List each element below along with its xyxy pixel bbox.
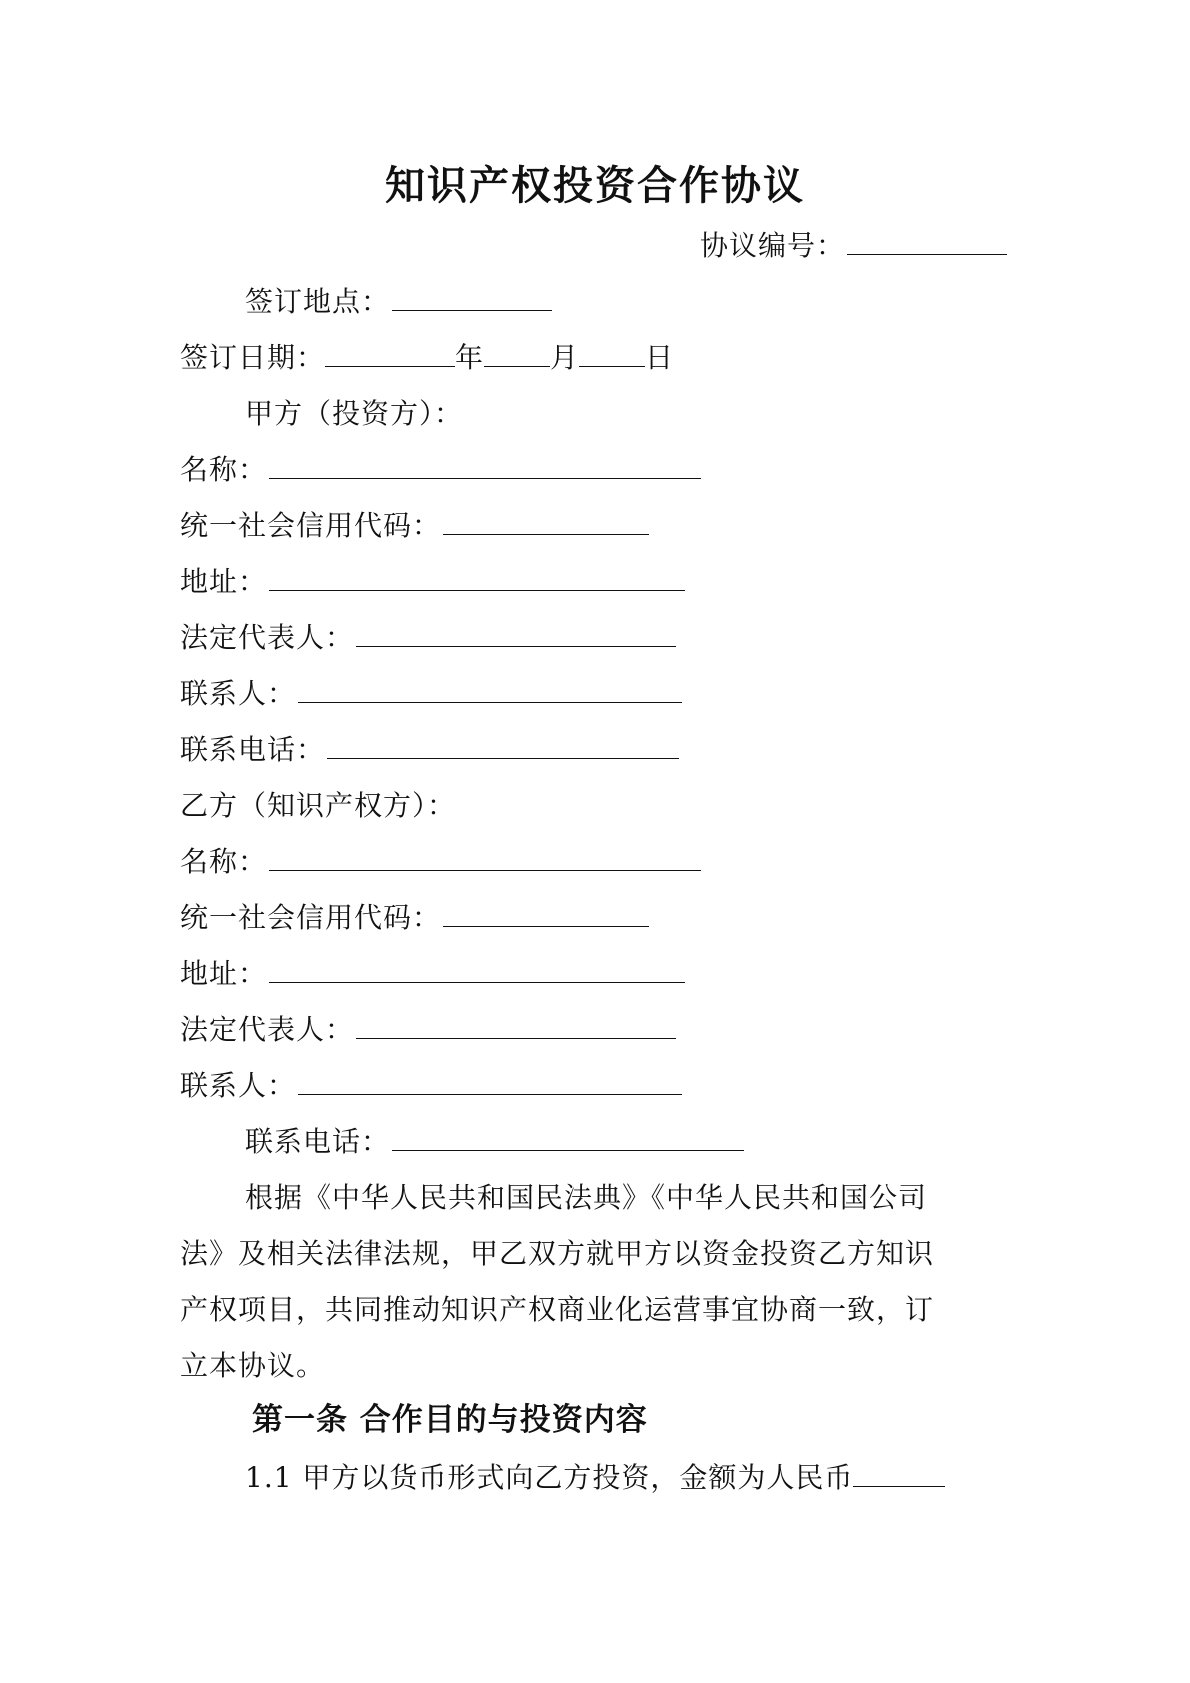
- party-a-phone-blank: [327, 732, 679, 759]
- party-a-credit-code-blank: [443, 508, 649, 535]
- party-b-phone-blank: [392, 1124, 744, 1151]
- sign-place-row: [245, 284, 552, 320]
- party-a-credit-code-label: 统一社会信用代码：: [180, 509, 442, 542]
- agreement-number-blank: [847, 228, 1007, 255]
- party-a-address-row: [180, 564, 685, 600]
- party-b-name-row: [180, 844, 701, 880]
- party-a-credit-code-row: [180, 508, 649, 544]
- investment-amount-blank: [853, 1460, 945, 1487]
- party-b-phone-row: [245, 1124, 744, 1160]
- party-a-address-label: 地址：: [180, 565, 268, 598]
- party-a-contact-label: 联系人：: [180, 677, 297, 710]
- party-a-legal-rep-blank: [356, 620, 676, 647]
- party-b-name-label: 名称：: [180, 845, 268, 878]
- party-b-phone-label: 联系电话：: [245, 1125, 391, 1158]
- clause-1-1-row: [245, 1460, 945, 1496]
- party-b-credit-code-label: 统一社会信用代码：: [180, 901, 442, 934]
- preamble-line-4: 立本协议。: [180, 1349, 326, 1382]
- party-a-legal-rep-row: [180, 620, 676, 656]
- party-b-credit-code-blank: [443, 900, 649, 927]
- year-label: 年: [455, 341, 485, 374]
- clause-1-1-text: 1.1 甲方以货币形式向乙方投资，金额为人民币: [245, 1461, 854, 1494]
- party-a-address-blank: [269, 564, 685, 591]
- party-b-legal-rep-label: 法定代表人：: [180, 1013, 355, 1046]
- agreement-number-label: 协议编号：: [700, 229, 846, 262]
- year-blank: [325, 340, 455, 367]
- sign-date-label: 签订日期：: [180, 341, 326, 374]
- preamble-line-3: 产权项目，共同推动知识产权商业化运营事宜协商一致，订: [180, 1293, 935, 1326]
- party-b-contact-row: [180, 1068, 682, 1104]
- document-title: 知识产权投资合作协议: [385, 163, 805, 209]
- party-b-contact-label: 联系人：: [180, 1069, 297, 1102]
- party-a-phone-row: [180, 732, 679, 768]
- preamble-line-1: 根据《中华人民共和国民法典》《中华人民共和国公司: [245, 1181, 928, 1214]
- party-a-phone-label: 联系电话：: [180, 733, 326, 766]
- party-b-address-label: 地址：: [180, 957, 268, 990]
- party-b-legal-rep-blank: [356, 1012, 676, 1039]
- sign-place-label: 签订地点：: [245, 285, 391, 318]
- agreement-number-row: [700, 228, 1007, 264]
- party-b-contact-blank: [298, 1068, 682, 1095]
- party-b-legal-rep-row: [180, 1012, 676, 1048]
- party-a-contact-blank: [298, 676, 682, 703]
- party-a-legal-rep-label: 法定代表人：: [180, 621, 355, 654]
- party-b-address-blank: [269, 956, 685, 983]
- preamble-line-2: 法》及相关法律法规，甲乙双方就甲方以资金投资乙方知识: [180, 1237, 935, 1270]
- party-a-name-row: [180, 452, 701, 488]
- day-blank: [579, 340, 645, 367]
- month-blank: [484, 340, 550, 367]
- party-a-name-label: 名称：: [180, 453, 268, 486]
- party-b-credit-code-row: [180, 900, 649, 936]
- party-b-address-row: [180, 956, 685, 992]
- day-label: 日: [645, 341, 675, 374]
- month-label: 月: [550, 341, 580, 374]
- article-1-heading: 第一条 合作目的与投资内容: [252, 1402, 648, 1438]
- party-b-name-blank: [269, 844, 701, 871]
- sign-date-row: [180, 340, 674, 376]
- party-b-heading: 乙方（知识产权方）：: [180, 789, 457, 822]
- party-a-contact-row: [180, 676, 682, 712]
- sign-place-blank: [392, 284, 552, 311]
- party-a-name-blank: [269, 452, 701, 479]
- party-a-heading: 甲方（投资方）：: [245, 397, 464, 430]
